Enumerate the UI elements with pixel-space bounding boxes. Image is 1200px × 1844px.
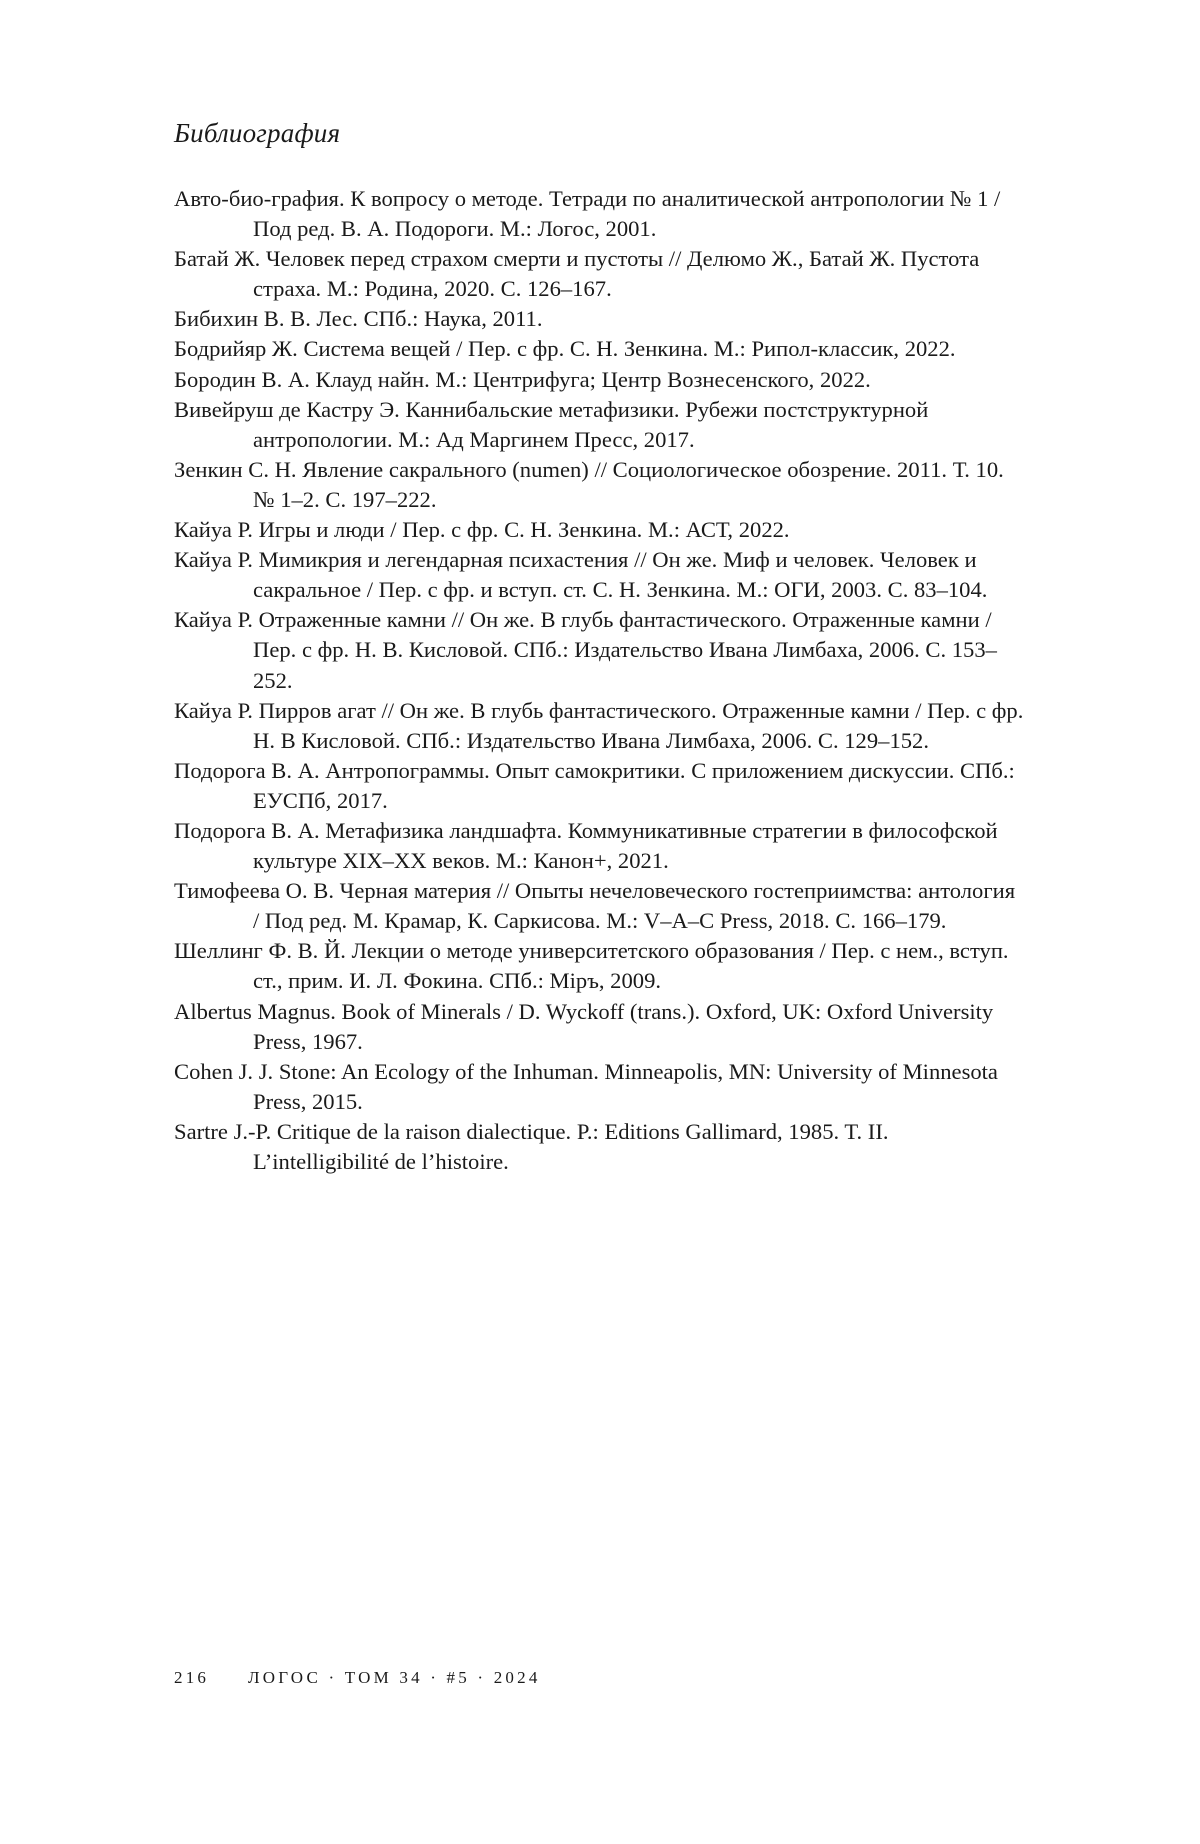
- bibliography-entry: Кайуа Р. Мимикрия и легендарная психастения // Он же. Миф и человек. Человек и сакральное / Пер. с фр. и вступ. ст. С. Н. Зенкина. М.: ОГИ, 2003. С. 83–104.: [174, 547, 988, 603]
- bibliography-entry: Кайуа Р. Пирров агат // Он же. В глубь фантастического. Отраженные камни / Пер. с фр. Н. В Кисловой. СПб.: Издательство Ивана Лимбаха, 2006. С. 129–152.: [174, 697, 1024, 753]
- bibliography-entry: Подорога В. А. Антропограммы. Опыт самокритики. С приложением дискуссии. СПб.: ЕУСПб, 2017.: [174, 757, 1015, 813]
- bibliography-entry: Бибихин В. В. Лес. СПб.: Наука, 2011.: [174, 306, 543, 332]
- bibliography-entry: Авто-био-графия. К вопросу о методе. Тетради по аналитической антропологии № 1 / Под ред. В. А. Подороги. М.: Логос, 2001.: [174, 186, 1001, 242]
- bibliography-entry: Шеллинг Ф. В. Й. Лекции о методе университетского образования / Пер. с нем., вступ. ст., прим. И. Л. Фокина. СПб.: Міръ, 2009.: [174, 938, 1009, 994]
- bibliography-entry: Подорога В. А. Метафизика ландшафта. Коммуникативные стратегии в философской культуре XIX–XX веков. М.: Канон+, 2021.: [174, 817, 998, 874]
- page-footer: [174, 1668, 541, 1688]
- bibliography-entry: Cohen J. J. Stone: An Ecology of the Inhuman. Minneapolis, MN: University of Minnesota Press, 2015.: [174, 1058, 998, 1114]
- bibliography-entry: Бодрийяр Ж. Система вещей / Пер. с фр. С. Н. Зенкина. М.: Рипол-классик, 2022.: [174, 336, 956, 362]
- page-number: 216: [174, 1668, 210, 1687]
- bibliography-entry: Кайуа Р. Игры и люди / Пер. с фр. С. Н. Зенкина. М.: АСТ, 2022.: [174, 517, 790, 543]
- bibliography-entry: Батай Ж. Человек перед страхом смерти и пустоты // Делюмо Ж., Батай Ж. Пустота страха. М.: Родина, 2020. С. 126–167.: [174, 246, 980, 302]
- bibliography-entry: Бородин В. А. Клауд найн. М.: Центрифуга; Центр Вознесенского, 2022.: [174, 366, 871, 392]
- bibliography-entry: Кайуа Р. Отраженные камни // Он же. В глубь фантастического. Отраженные камни / Пер. с фр. Н. В. Кисловой. СПб.: Издательство Ивана Лимбаха, 2006. С. 153–252.: [174, 607, 997, 693]
- bibliography-entry: Sartre J.-P. Critique de la raison dialectique. P.: Editions Gallimard, 1985. T. II. L’intelligibilité de l’histoire.: [174, 1118, 889, 1174]
- running-title: ЛОГОС · ТОМ 34 · #5 · 2024: [248, 1668, 541, 1687]
- bibliography-list: [174, 184, 1024, 1177]
- bibliography-entry: Вивейруш де Кастру Э. Каннибальские метафизики. Рубежи постструктурной антропологии. М.: Ад Маргинем Пресс, 2017.: [174, 396, 929, 452]
- bibliography-entry: Зенкин С. Н. Явление сакрального (numen) // Социологическое обозрение. 2011. Т. 10. № 1–2. С. 197–222.: [174, 456, 1004, 512]
- bibliography-entry: Albertus Magnus. Book of Minerals / D. Wyckoff (trans.). Oxford, UK: Oxford University Press, 1967.: [174, 998, 994, 1054]
- section-heading: Библиография: [174, 118, 341, 148]
- bibliography-entry: Тимофеева О. В. Черная материя // Опыты нечеловеческого гостеприимства: антология / Под ред. М. Крамар, К. Саркисова. М.: V–A–C Press, 2018. С. 166–179.: [174, 878, 1016, 934]
